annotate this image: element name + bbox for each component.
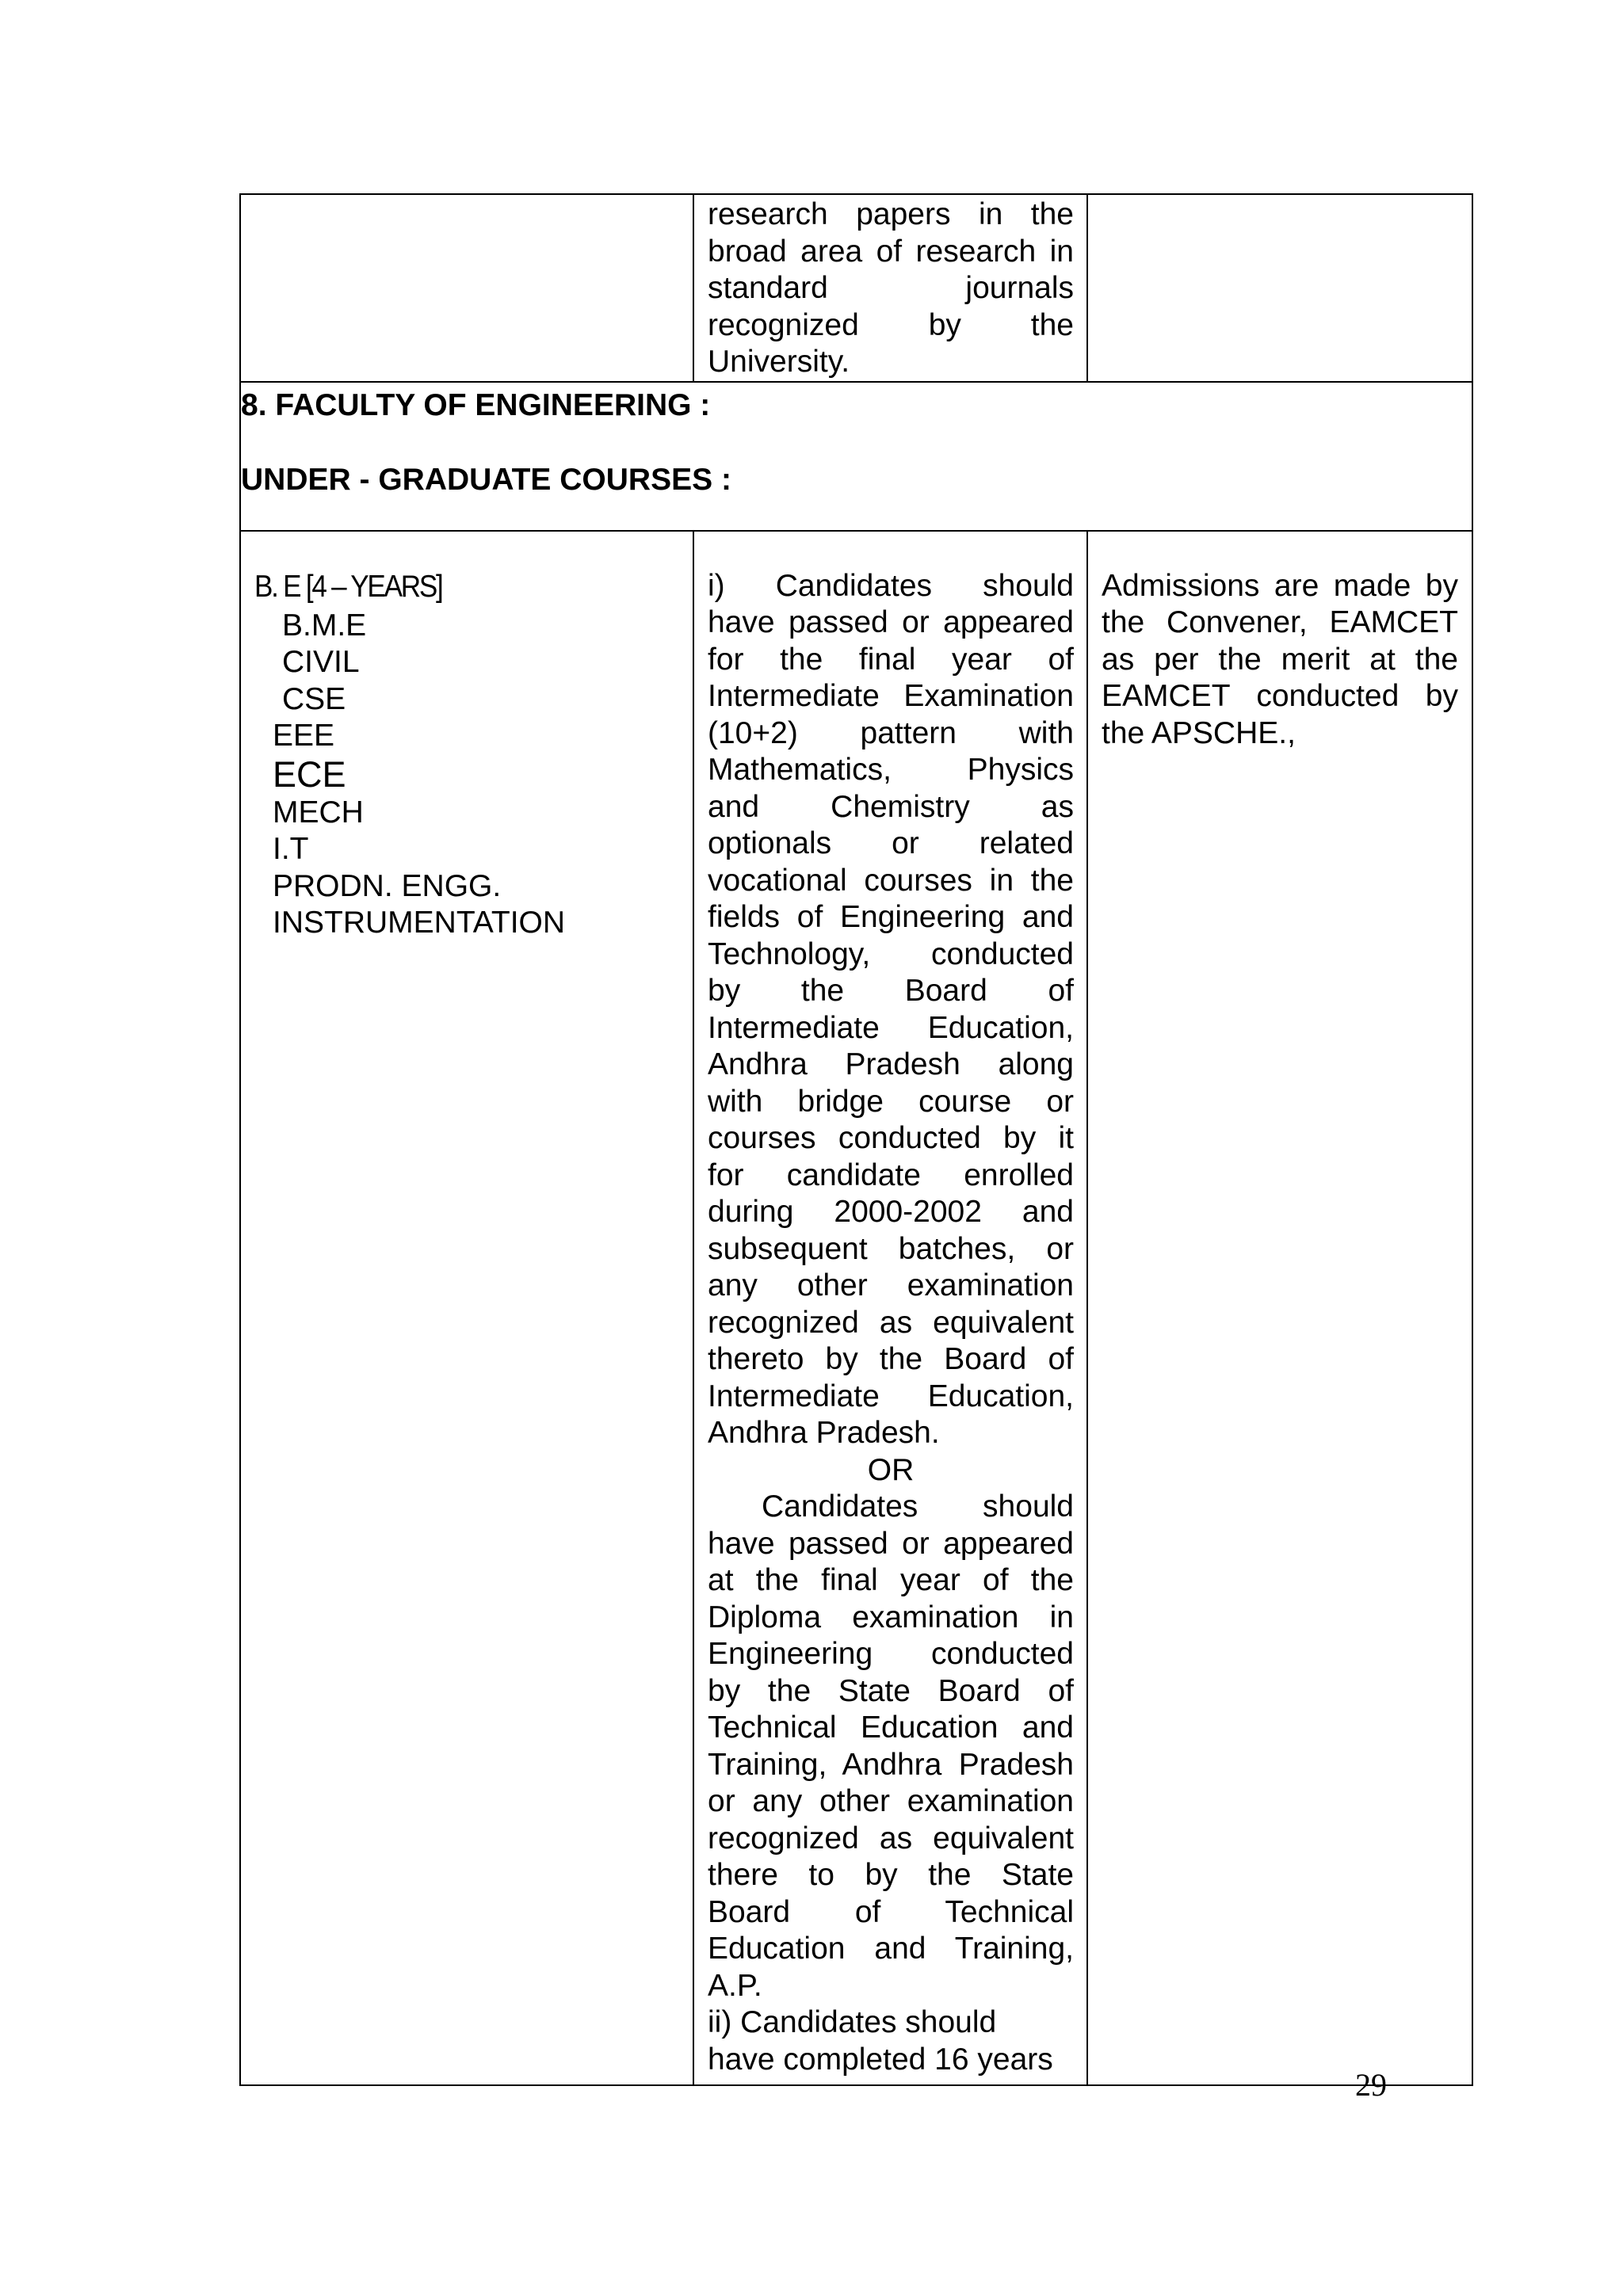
page-number: 29	[1355, 2067, 1387, 2103]
course-title: B. E [4 – YEARS]	[254, 569, 442, 604]
text-line: during 2000-2002 and	[708, 1195, 1074, 1229]
branch-item: B.M.E	[282, 608, 367, 643]
text-line: Intermediate Education,	[708, 1010, 1074, 1045]
eligibility-part3	[708, 2004, 1074, 2078]
text-line: have completed 16 years	[708, 2042, 1053, 2077]
text-line: the Convener, EAMCET	[1102, 605, 1458, 639]
eligibility-part2	[708, 1489, 1074, 2004]
text-line: Technology, conducted	[708, 936, 1074, 971]
branch-item: EEE	[273, 719, 335, 753]
text-line: have passed or appeared	[708, 1526, 1074, 1561]
text-line: Andhra Pradesh along	[708, 1047, 1074, 1081]
text-line: fields of Engineering and	[708, 900, 1074, 934]
text-line: Intermediate Education,	[708, 1379, 1074, 1413]
or-separator: OR	[867, 1452, 915, 1487]
text-line: Board of Technical	[708, 1894, 1074, 1929]
branch-item: I.T	[273, 832, 309, 866]
text-line: (10+2) pattern with	[708, 715, 1074, 750]
criteria-cell-continued	[693, 194, 1087, 382]
text-line: as per the merit at the	[1102, 642, 1458, 677]
text-line: Education and Training,	[708, 1932, 1074, 1966]
text-line: thereto by the Board of	[708, 1342, 1074, 1376]
text-line: University.	[708, 345, 850, 379]
text-line: Technical Education and	[708, 1711, 1074, 1745]
branch-list	[273, 608, 565, 942]
branch-item: MECH	[273, 795, 364, 830]
text-line: Training, Andhra Pradesh	[708, 1747, 1074, 1782]
course-cell	[240, 531, 693, 2085]
branch-item: CIVIL	[282, 645, 360, 679]
eligibility-cell	[693, 531, 1087, 2085]
text-line: A.P.	[708, 1968, 762, 2003]
admission-table	[239, 193, 1473, 2086]
branch-item: PRODN. ENGG.	[273, 868, 502, 903]
section-heading-cell	[240, 382, 1472, 531]
text-line: and Chemistry as	[708, 789, 1074, 824]
text-line: Engineering conducted	[708, 1637, 1074, 1671]
branch-item: INSTRUMENTATION	[273, 906, 566, 940]
empty-cell	[240, 194, 693, 382]
table-row-continued	[240, 194, 1472, 382]
text-line: courses conducted by it	[708, 1121, 1074, 1155]
text-line: Admissions are made by	[1102, 568, 1458, 603]
text-line: Andhra Pradesh.	[708, 1416, 940, 1450]
admission-cell	[1087, 531, 1472, 2085]
text-line: by the State Board of	[708, 1673, 1074, 1708]
text-line: Diploma examination in	[708, 1600, 1074, 1634]
branch-item: CSE	[282, 681, 346, 716]
text-line: for candidate enrolled	[708, 1158, 1074, 1192]
text-line: recognized as equivalent	[708, 1305, 1074, 1340]
text-line: Intermediate Examination	[708, 679, 1074, 713]
be-course-row	[240, 531, 1472, 2085]
text-line: Candidates should	[762, 1489, 1074, 1524]
text-line: Mathematics, Physics	[708, 753, 1074, 787]
empty-cell	[1087, 194, 1472, 382]
text-line: recognized as equivalent	[708, 1821, 1074, 1855]
eligibility-part1	[708, 568, 1074, 1452]
text-line: vocational courses in the	[708, 863, 1074, 898]
text-line: optionals or related	[708, 826, 1074, 860]
text-line: there to by the State	[708, 1858, 1074, 1892]
text-line: standard journals	[708, 271, 1074, 305]
text-line: broad area of research in	[708, 234, 1074, 269]
text-line: recognized by the	[708, 307, 1074, 342]
text-line: at the final year of the	[708, 1563, 1074, 1597]
courses-heading: UNDER - GRADUATE COURSES :	[241, 462, 731, 497]
admission-text	[1102, 568, 1458, 753]
faculty-heading: 8. FACULTY OF ENGINEERING :	[241, 387, 711, 422]
text-line: or any other examination	[708, 1784, 1074, 1818]
text-line: the APSCHE.,	[1102, 715, 1296, 750]
text-line: EAMCET conducted by	[1102, 679, 1458, 713]
text-line: any other examination	[708, 1268, 1074, 1302]
text-line: have passed or appeared	[708, 605, 1074, 639]
text-line: with bridge course or	[708, 1084, 1074, 1119]
text-line: research papers in the	[708, 197, 1074, 231]
text-line: ii) Candidates should	[708, 2005, 997, 2039]
branch-item: ECE	[273, 753, 346, 795]
text-line: subsequent batches, or	[708, 1231, 1074, 1266]
text-line: i) Candidates should	[708, 568, 1074, 603]
text-line: for the final year of	[708, 642, 1074, 677]
section-heading-row	[240, 382, 1472, 531]
text-line: by the Board of	[708, 974, 1074, 1008]
